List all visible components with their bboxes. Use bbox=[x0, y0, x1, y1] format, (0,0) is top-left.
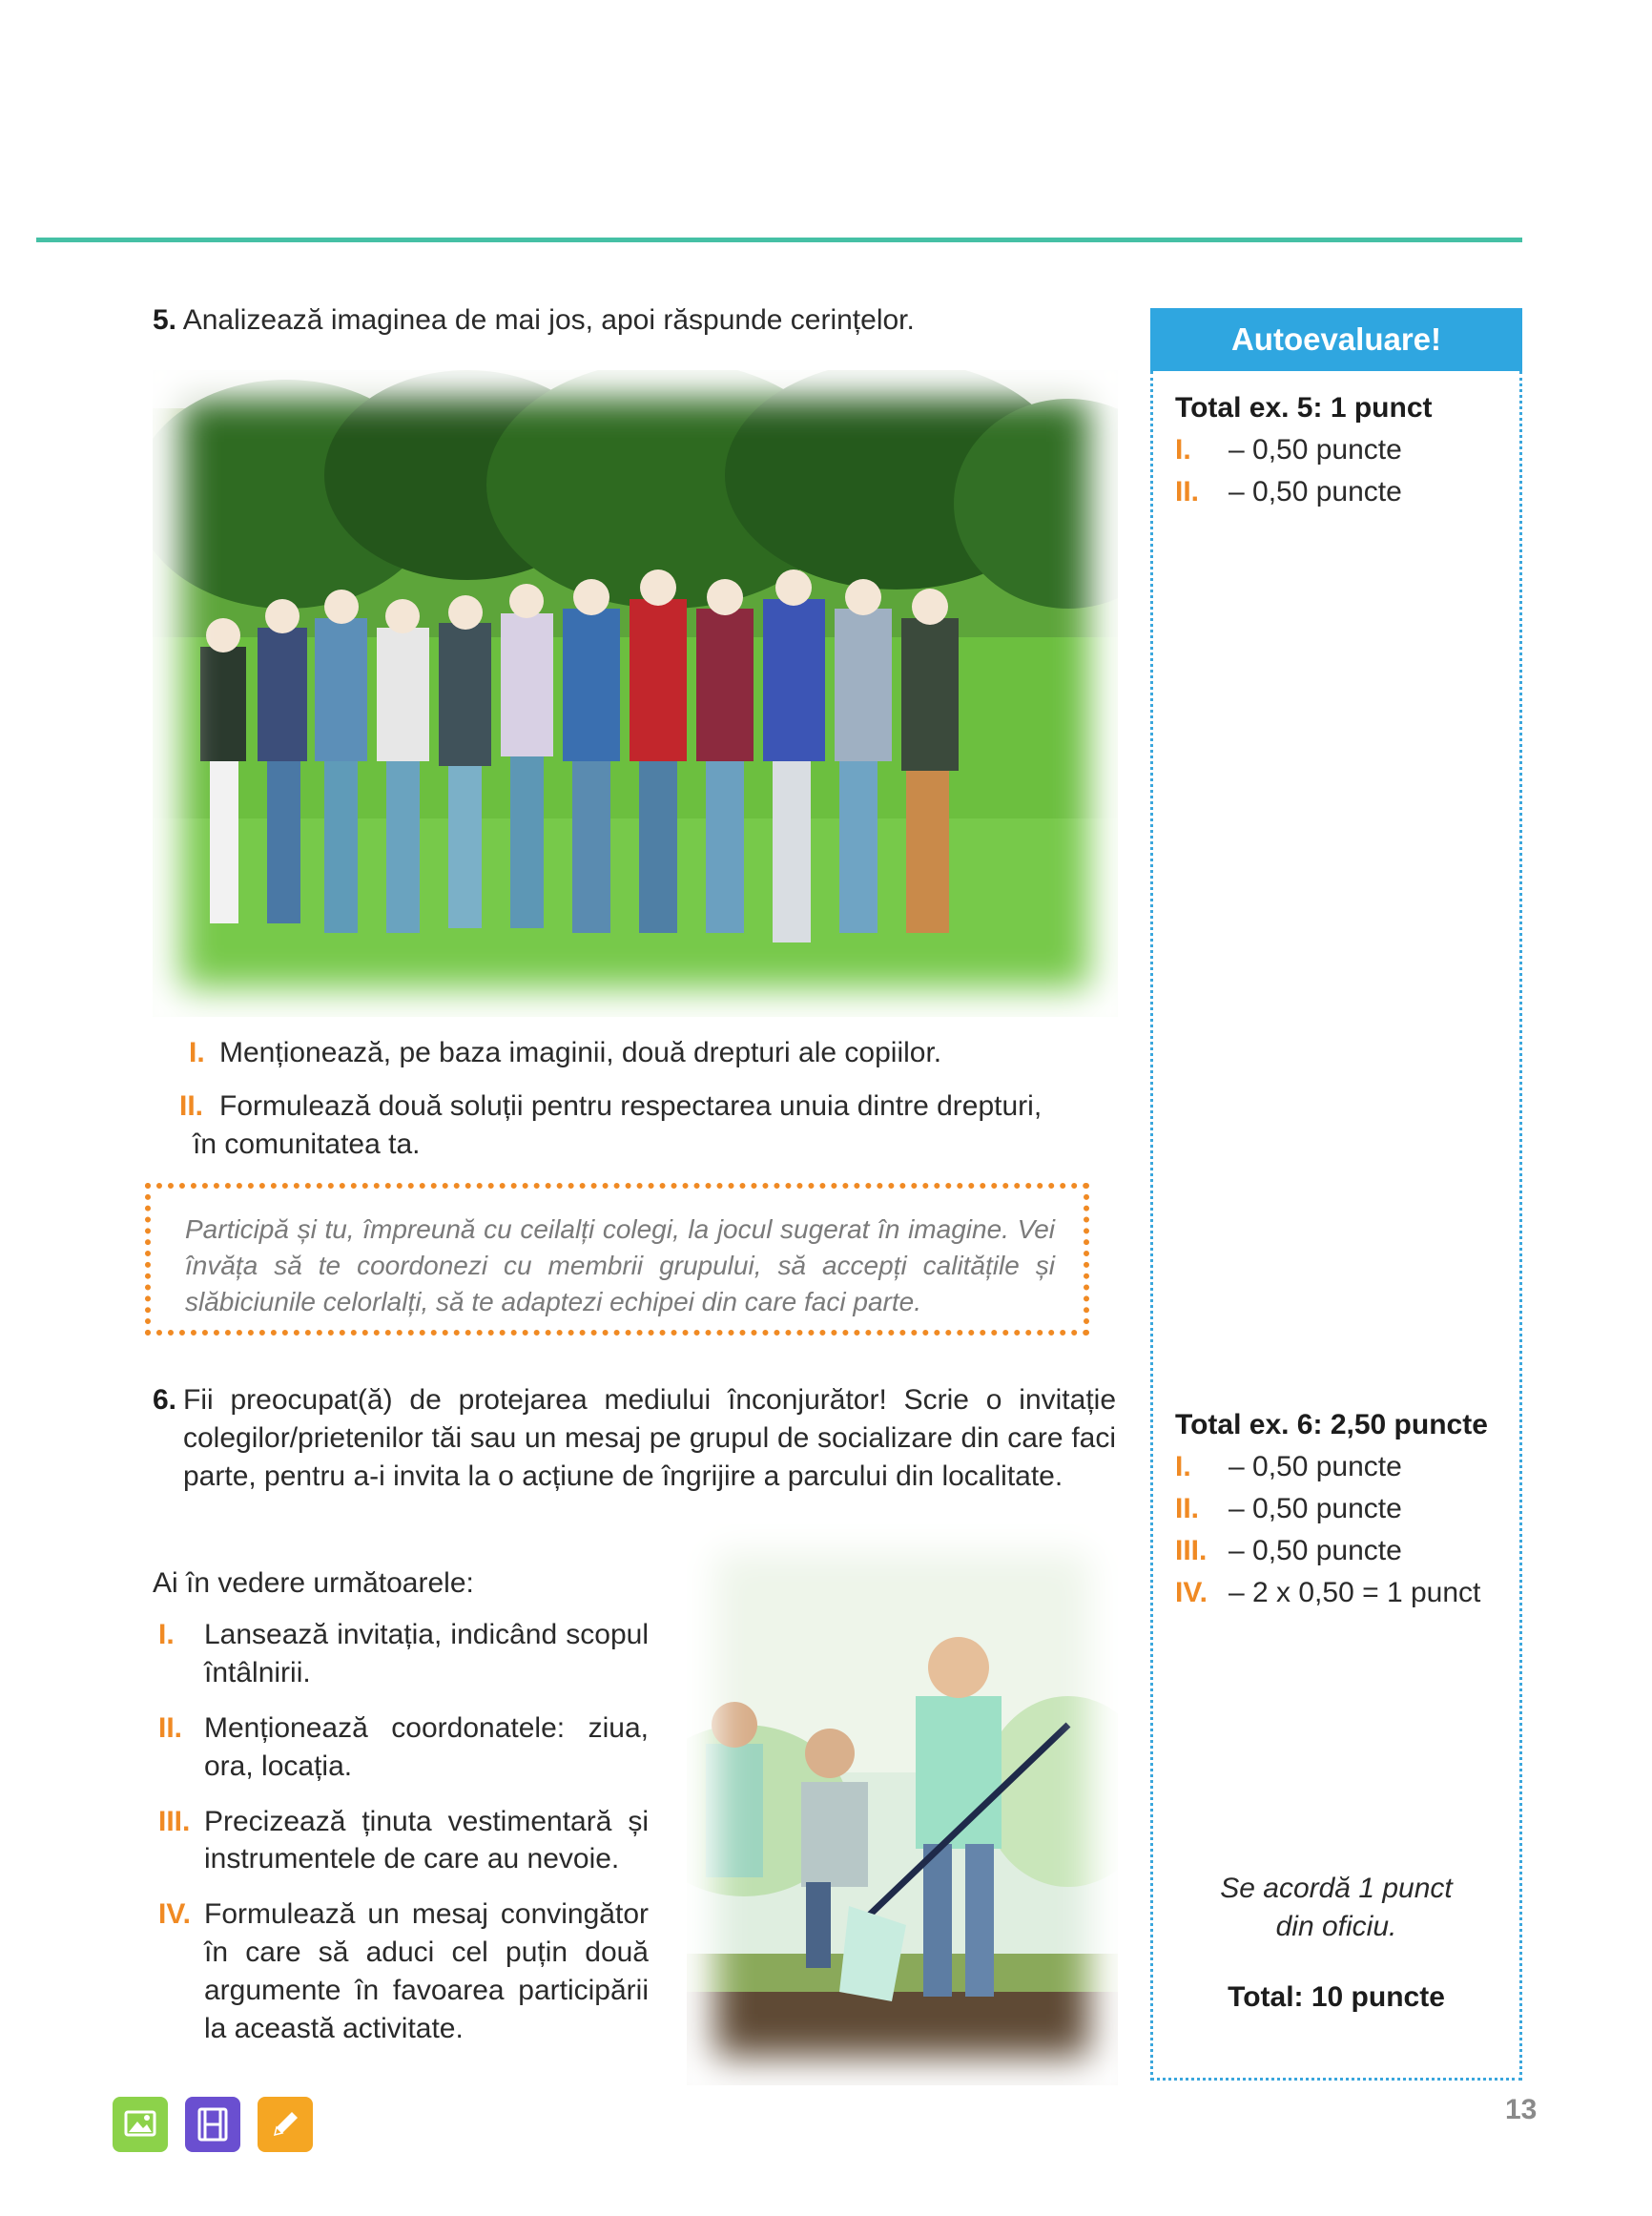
self-evaluation-panel bbox=[1150, 371, 1522, 2081]
exercise5-requirement-1 bbox=[153, 1034, 1116, 1072]
score-mark: IV. bbox=[1175, 1576, 1208, 1608]
total-score: Total: 10 puncte bbox=[1228, 1981, 1445, 2013]
requirement-text-continued: în comunitatea ta. bbox=[193, 1128, 421, 1160]
children-game-photo bbox=[153, 370, 1118, 1017]
score-row bbox=[1175, 1490, 1518, 1528]
requirement-mark: II. bbox=[179, 1090, 204, 1122]
guide-item bbox=[153, 1803, 649, 1879]
score-row bbox=[1175, 473, 1518, 511]
guide-text: Precizează ținuta vestimentară și instrumentele de care au nevoie. bbox=[204, 1805, 649, 1875]
exercise6-instruction: Fii preocupat(ă) de protejarea mediului înconjurător! Scrie o invitație colegilor/prietenilor tăi sau un mesaj pe grupul de socializare din care faci parte, pentru a-i invita la o acțiune de îngrijire a parcului din localitate. bbox=[183, 1383, 1116, 1492]
score-value: – 0,50 puncte bbox=[1229, 1492, 1402, 1524]
score-mark: III. bbox=[1175, 1534, 1208, 1566]
score-row bbox=[1175, 1448, 1518, 1486]
guide-item bbox=[153, 1616, 649, 1692]
self-evaluation-header: Autoevaluare! bbox=[1150, 308, 1522, 371]
score-row bbox=[1175, 1574, 1518, 1612]
score-row bbox=[1175, 431, 1518, 469]
page-number: 13 bbox=[1505, 2094, 1538, 2125]
guide-text: Menționează coordonatele: ziua, ora, locația. bbox=[204, 1711, 649, 1782]
exercise6-title bbox=[153, 1381, 1116, 1496]
guide-mark: II. bbox=[158, 1711, 183, 1744]
guide-item bbox=[153, 1895, 649, 2048]
score-value: – 0,50 puncte bbox=[1229, 433, 1402, 466]
score-ex6-title: Total ex. 6: 2,50 puncte bbox=[1175, 1409, 1488, 1440]
score-row bbox=[1175, 1532, 1518, 1570]
image-icon bbox=[113, 2097, 168, 2152]
bonus-line-1: Se acordă 1 punct bbox=[1220, 1873, 1453, 1904]
park-cleanup-photo bbox=[687, 1524, 1118, 2085]
guide-text: Lansează invitația, indicând scopul întâlnirii. bbox=[204, 1619, 649, 1688]
exercise5-number: 5. bbox=[153, 304, 177, 336]
exercise5-title bbox=[153, 301, 1116, 340]
video-resource-button[interactable] bbox=[185, 2097, 240, 2152]
exercise5-requirement-2 bbox=[153, 1087, 1116, 1164]
score-mark: II. bbox=[1175, 475, 1200, 507]
guide-mark: I. bbox=[158, 1619, 175, 1650]
image-resource-button[interactable] bbox=[113, 2097, 168, 2152]
score-value: – 0,50 puncte bbox=[1229, 1534, 1402, 1566]
guide-list bbox=[153, 1616, 649, 2065]
exercise6-number: 6. bbox=[153, 1384, 177, 1416]
guide-mark: IV. bbox=[158, 1898, 191, 1931]
top-rule bbox=[36, 238, 1522, 242]
pencil-icon bbox=[258, 2097, 313, 2152]
score-value: – 2 x 0,50 = 1 punct bbox=[1229, 1576, 1481, 1608]
score-mark: II. bbox=[1175, 1492, 1200, 1524]
requirement-mark: I. bbox=[189, 1037, 205, 1068]
score-value: – 0,50 puncte bbox=[1229, 1450, 1402, 1482]
exercise5-instruction: Analizează imaginea de mai jos, apoi răspunde cerințelor. bbox=[182, 304, 915, 336]
guide-text: Formulează un mesaj convingător în care să aduci cel puțin două argumente în favoarea participării la această activitate. bbox=[204, 1898, 649, 2045]
score-value: – 0,50 puncte bbox=[1229, 475, 1402, 507]
activity-note-text: Participă și tu, împreună cu ceilalți colegi, la jocul sugerat în imagine. Vei învăța să te coordonezi cu membrii grupului, să accepți calitățile și slăbiciunile celorlalți, să te adaptezi echipei din care faci parte. bbox=[185, 1214, 1055, 1317]
score-ex6 bbox=[1175, 1406, 1518, 1611]
requirement-text: Menționează, pe baza imaginii, două drepturi ale copiilor. bbox=[219, 1037, 942, 1068]
requirement-text: Formulează două soluții pentru respectarea unuia dintre drepturi, bbox=[219, 1090, 1043, 1122]
score-ex5 bbox=[1175, 389, 1518, 511]
guide-title: Ai în vedere următoarele: bbox=[153, 1567, 474, 1599]
guide-item bbox=[153, 1709, 649, 1786]
bonus-point-note bbox=[1160, 1870, 1513, 1946]
score-mark: I. bbox=[1175, 433, 1191, 466]
film-icon bbox=[185, 2097, 240, 2152]
score-mark: I. bbox=[1175, 1450, 1191, 1482]
activity-note bbox=[145, 1183, 1089, 1336]
guide-mark: III. bbox=[158, 1805, 191, 1837]
edit-resource-button[interactable] bbox=[258, 2097, 313, 2152]
bonus-line-2: din oficiu. bbox=[1275, 1910, 1397, 1942]
score-ex5-title: Total ex. 5: 1 punct bbox=[1175, 392, 1433, 424]
